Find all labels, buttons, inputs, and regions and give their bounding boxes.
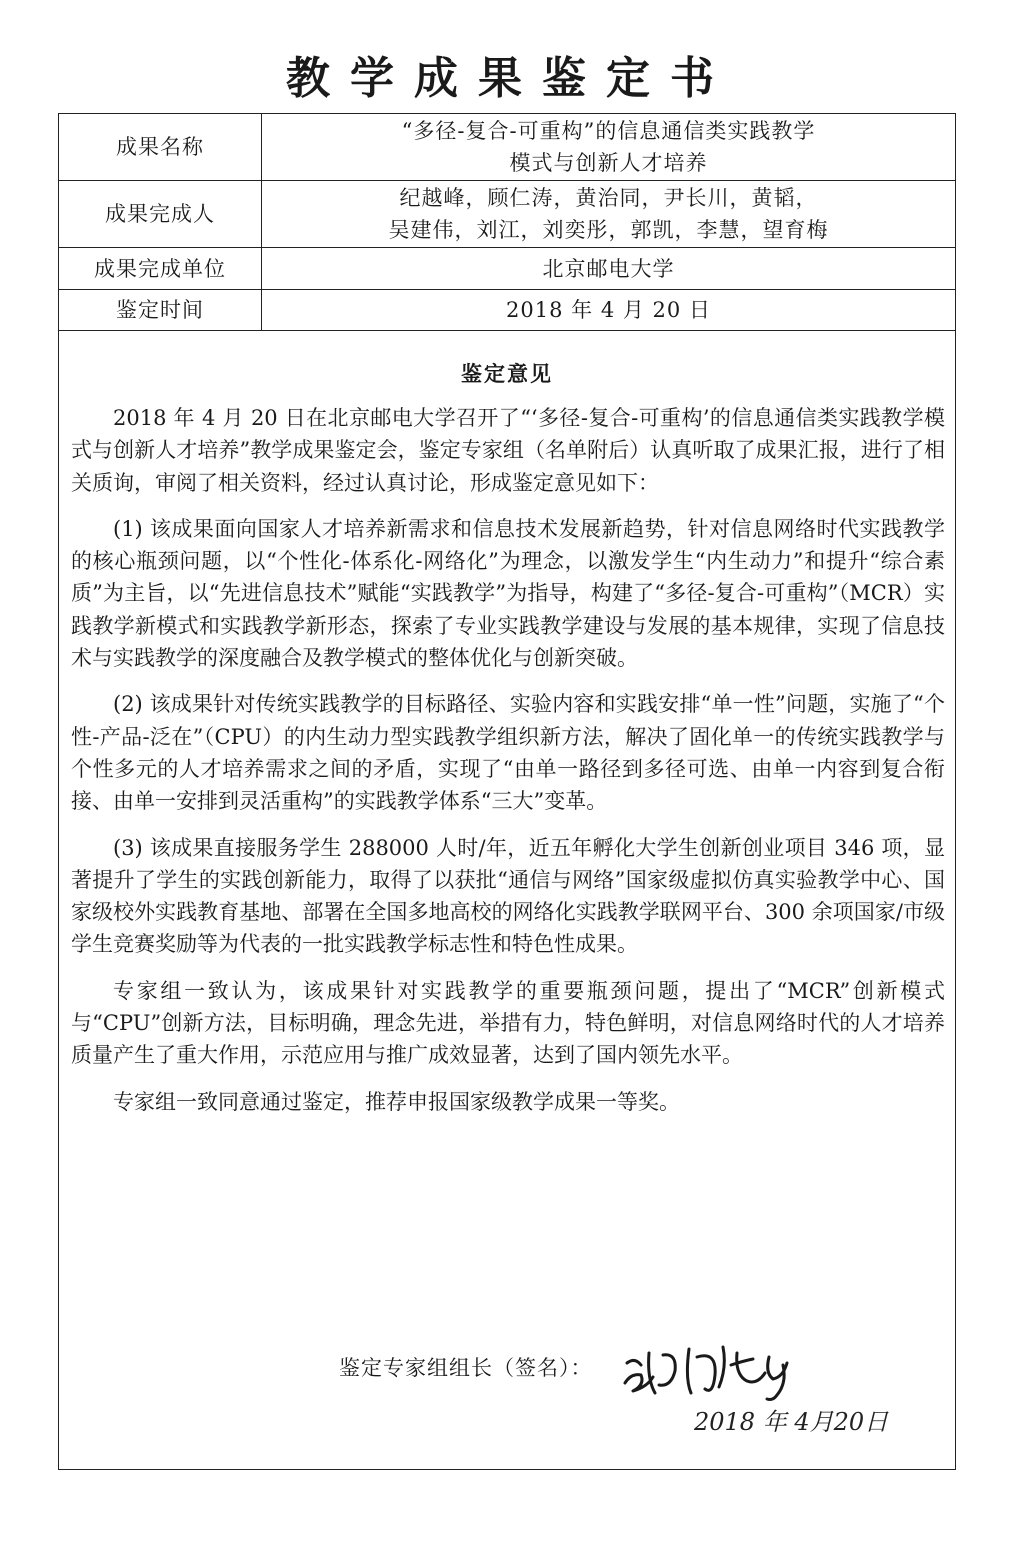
value-line: 纪越峰，顾仁涛，黄治同，尹长川，黄韬，	[399, 186, 818, 210]
opinion-paragraph: (1) 该成果面向国家人才培养新需求和信息技术发展新趋势，针对信息网络时代实践教学的核心瓶颈问题，以“个性化-体系化-网络化”为理念，以激发学生“内生动力”和提升“综合素质”为主旨，以“先进信息技术”赋能“实践教学”为指导，构建了“多径-复合-可重构”（MCR）实践教学新模式和实践教学新形态，探索了专业实践教学建设与发展的基本规律，实现了信息技术与实践教学的深度融合及教学模式的整体优化与创新突破。	[71, 516, 945, 671]
table-row	[59, 181, 956, 248]
opinion-paragraph: (2) 该成果针对传统实践教学的目标路径、实验内容和实践安排“单一性”问题，实施了“个性-产品-泛在”（CPU）的内生动力型实践教学组织新方法，解决了固化单一的传统实践教学与个性多元的人才培养需求之间的矛盾，实现了“由单一路径到多径可选、由单一内容到复合衔接、由单一安排到灵活重构”的实践教学体系“三大”变革。	[71, 692, 945, 814]
opinion-paragraph: (3) 该成果直接服务学生 288000 人时/年，近五年孵化大学生创新创业项目 346 项，显著提升了学生的实践创新能力，取得了以获批“通信与网络”国家级虚拟仿真实验教学中心、国家级校外实践教育基地、部署在全国多地高校的网络化实践教学联网平台、300 余项国家/市级学生竞赛奖励等为代表的一批实践教学标志性和特色性成果。	[71, 835, 945, 957]
value-line: 模式与创新人才培养	[509, 151, 708, 175]
value-line: “多径-复合-可重构”的信息通信类实践教学	[401, 119, 816, 143]
opinion-paragraph: 专家组一致同意通过鉴定，推荐申报国家级教学成果一等奖。	[113, 1089, 680, 1114]
opinion-section	[58, 330, 956, 1470]
document-title: 教学成果鉴定书	[286, 53, 734, 104]
value-achievement-name	[262, 114, 956, 181]
info-table	[58, 113, 956, 331]
signature-area	[329, 1340, 909, 1440]
value-contributors	[262, 181, 956, 248]
signature-date: 2018 年 4月20日	[694, 1408, 889, 1436]
label-achievement-name: 成果名称	[59, 114, 262, 181]
table-row	[59, 114, 956, 181]
opinion-heading: 鉴定意见	[461, 362, 553, 386]
opinion-paragraph: 专家组一致认为，该成果针对实践教学的重要瓶颈问题，提出了“MCR”创新模式与“CPU”创新方法，目标明确，理念先进，举措有力，特色鲜明，对信息网络时代的人才培养质量产生了重大作用，示范应用与推广成效显著，达到了国内领先水平。	[71, 978, 945, 1068]
handwritten-signature	[619, 1335, 809, 1405]
value-appraisal-date	[262, 290, 956, 331]
opinion-paragraph: 2018 年 4 月 20 日在北京邮电大学召开了“‘多径-复合-可重构’的信息通信类实践教学模式与创新人才培养”教学成果鉴定会，鉴定专家组（名单附后）认真听取了成果汇报，进行了相关质询，审阅了相关资料，经过认真讨论，形成鉴定意见如下：	[71, 406, 945, 495]
value-line: 吴建伟，刘江，刘奕彤，郭凯，李慧，望育梅	[388, 218, 829, 242]
opinion-body	[71, 402, 945, 1132]
label-appraisal-date: 鉴定时间	[59, 290, 262, 331]
table-row	[59, 248, 956, 290]
table-row	[59, 290, 956, 331]
label-contributors: 成果完成人	[59, 181, 262, 248]
value-line: 北京邮电大学	[542, 256, 675, 281]
value-institution	[262, 248, 956, 290]
signature-label: 鉴定专家组组长（签名）：	[339, 1356, 593, 1380]
value-line: 2018 年 4 月 20 日	[506, 298, 711, 322]
label-institution: 成果完成单位	[59, 248, 262, 290]
